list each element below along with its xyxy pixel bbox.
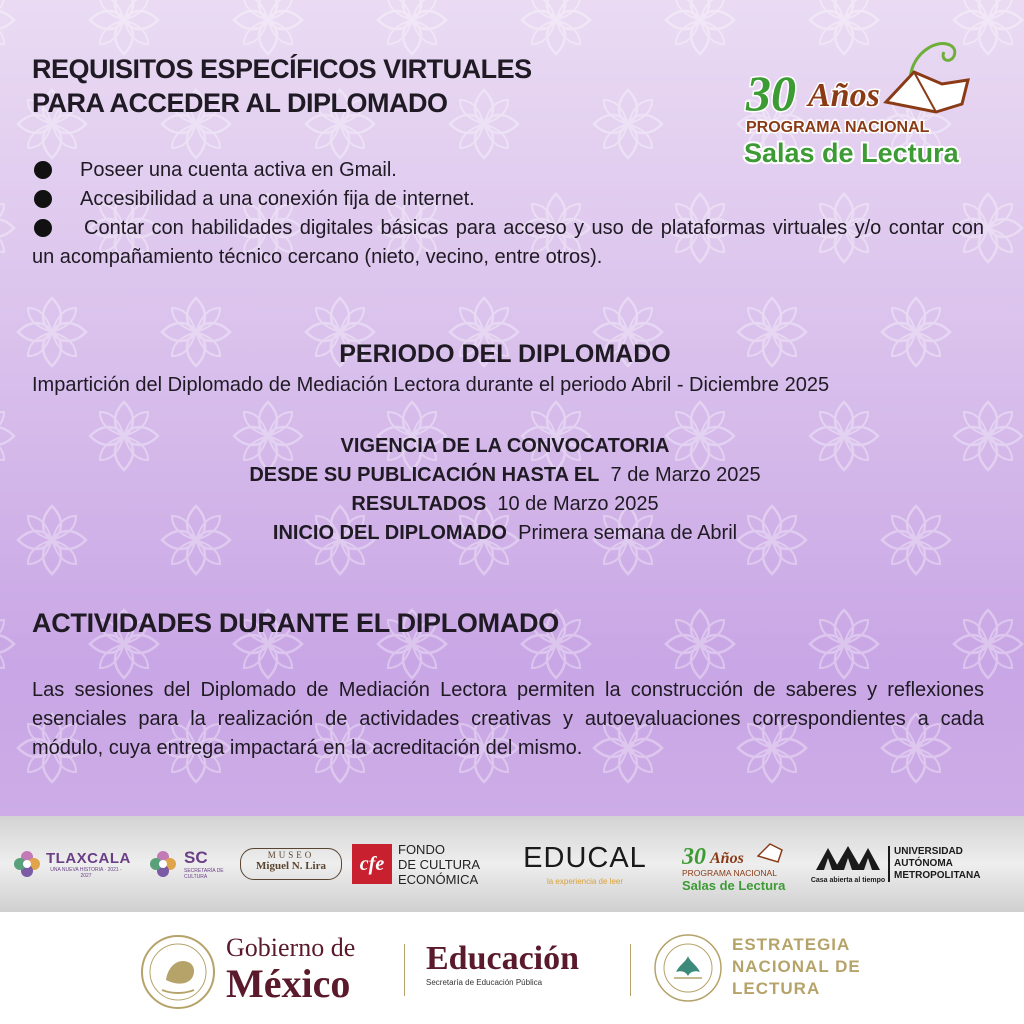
uam-line3: METROPOLITANA [894, 870, 981, 881]
requirements-list [32, 156, 984, 272]
government-footer [0, 912, 1024, 1024]
tlaxcala-flower-icon [12, 849, 42, 879]
fce-line2: DE CULTURA [398, 856, 481, 872]
requirement-text: Accesibilidad a una conexión fija de internet. [80, 188, 475, 210]
inicio-value: Primera semana de Abril [518, 522, 738, 544]
uam-symbol-icon [814, 844, 882, 872]
tlaxcala-name: TLAXCALA [46, 849, 131, 867]
sc-flower-icon [148, 849, 178, 879]
bullet-icon [34, 190, 52, 208]
requirement-text: Contar con habilidades digitales básicas para acceso y uso de plataformas virtuales y/o contar con un acompañamiento técnico cercano (nieto, vecino, entre otros). [32, 217, 984, 268]
tlaxcala-logo [12, 816, 140, 912]
salas-de-lectura-30-anos-logo [736, 32, 980, 172]
fce-line1: FONDO [398, 841, 445, 857]
logo-programa: PROGRAMA NACIONAL [746, 119, 930, 136]
desde-label: DESDE SU PUBLICACIÓN HASTA EL [249, 464, 600, 486]
educal-name: EDUCAL [523, 842, 647, 874]
gobierno-de-text: Gobierno de [226, 933, 356, 962]
estrategia-nacional-lectura-seal-icon [652, 932, 724, 1004]
periodo-title: PERIODO DEL DIPLOMADO [339, 340, 671, 368]
estrategia-line3: LECTURA [732, 979, 821, 998]
footer-divider [630, 944, 631, 996]
requirements-title [32, 52, 592, 120]
museo-miguel-lira-logo [240, 816, 342, 912]
estrategia-line2: NACIONAL DE [732, 957, 861, 976]
uam-line1: UNIVERSIDAD [894, 846, 963, 857]
resultados-value: 10 de Marzo 2025 [497, 493, 659, 515]
small-logo-salas: Salas de Lectura [682, 878, 786, 893]
vigencia-block [0, 432, 1010, 548]
mexico-coat-of-arms-icon [138, 932, 218, 1012]
vigencia-title: VIGENCIA DE LA CONVOCATORIA [340, 435, 670, 457]
periodo-text: Impartición del Diplomado de Mediación Lectora durante el periodo Abril - Diciembre 2025 [32, 374, 830, 396]
requirements-title-line2: PARA ACCEDER AL DIPLOMADO [32, 88, 448, 118]
logo-30-number: 30 [746, 65, 796, 121]
logo-anios: Años [808, 77, 880, 114]
requirement-text: Poseer una cuenta activa en Gmail. [80, 159, 397, 181]
small-logo-anios: Años [710, 850, 744, 867]
resultados-label: RESULTADOS [351, 493, 487, 515]
bullet-icon [34, 161, 52, 179]
estrategia-line1: ESTRATEGIA [732, 935, 851, 954]
actividades-text: Las sesiones del Diplomado de Mediación Lectora permiten la construcción de saberes y reflexiones esenciales para la realización de actividades creativas y autoevaluaciones correspondientes a cada módulo, cuya entrega impactará en la acreditación del mismo. [32, 679, 984, 759]
fce-line3: ECONÓMICA [398, 871, 479, 887]
logo-salas: Salas de Lectura [744, 138, 959, 168]
fce-icon: cfe [352, 844, 392, 884]
small-logo-number: 30 [682, 844, 706, 870]
tlaxcala-sub: UNA NUEVA HISTORIA · 2021 - 2027 [50, 866, 122, 879]
uam-slogan: Casa abierta al tiempo [810, 877, 886, 884]
secretaria-cultura-logo [148, 816, 234, 912]
educal-logo [520, 816, 650, 912]
sc-name: SC [184, 848, 208, 867]
actividades-title: ACTIVIDADES DURANTE EL DIPLOMADO [32, 608, 559, 638]
museo-name: Miguel N. Lira [256, 860, 326, 872]
museo-label: MUSEO [267, 850, 315, 860]
sc-sub: SECRETARÍA DE CULTURA [184, 868, 224, 880]
mexico-text: México [226, 961, 351, 1006]
uam-logo [810, 816, 990, 912]
small-logo-programa: PROGRAMA NACIONAL [682, 868, 777, 878]
fondo-cultura-economica-logo [352, 816, 488, 912]
list-item [32, 214, 984, 272]
uam-line2: AUTÓNOMA [894, 858, 953, 869]
footer-divider [404, 944, 405, 996]
educal-sub: la experiencia de leer [546, 877, 624, 886]
desde-value: 7 de Marzo 2025 [610, 464, 761, 486]
educacion-sub: Secretaría de Educación Pública [426, 978, 543, 987]
inicio-label: INICIO DEL DIPLOMADO [272, 522, 507, 544]
list-item [32, 185, 984, 214]
bullet-icon [34, 219, 52, 237]
educacion-text: Educación [426, 940, 580, 977]
sponsor-logos-bar [0, 816, 1024, 912]
requirements-title-line1: REQUISITOS ESPECÍFICOS VIRTUALES [32, 54, 532, 84]
salas-de-lectura-small-logo [678, 816, 788, 912]
